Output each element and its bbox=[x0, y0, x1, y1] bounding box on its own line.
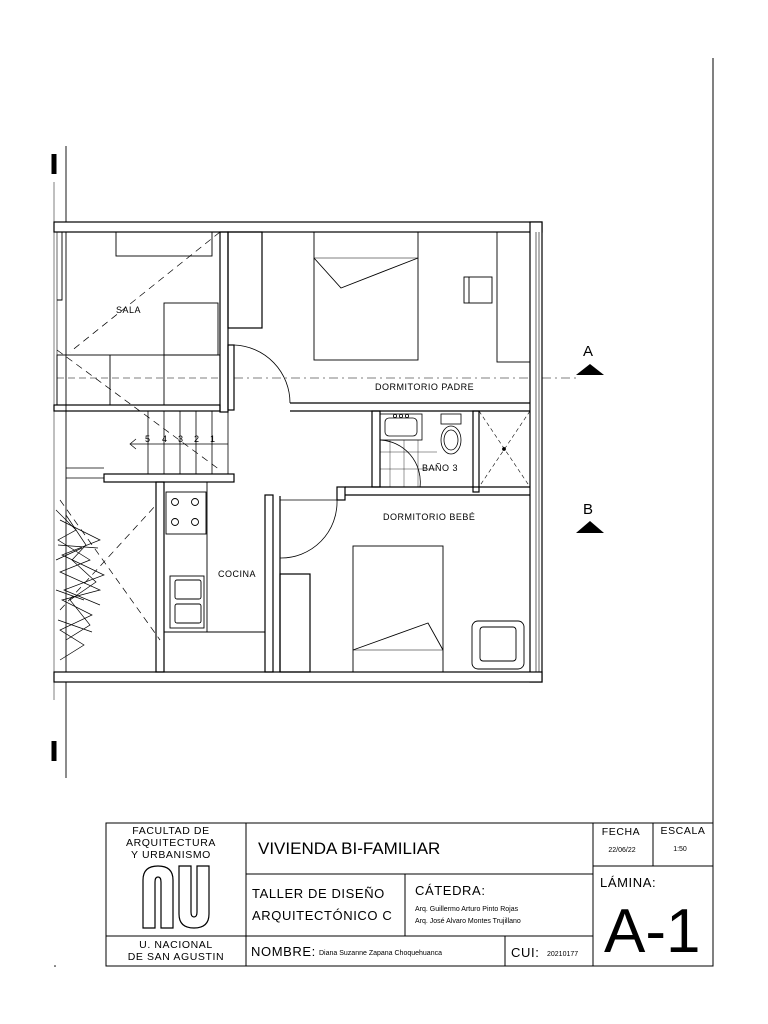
section-marker-b bbox=[576, 521, 604, 533]
cui-label: CUI: bbox=[511, 945, 540, 960]
doors bbox=[234, 345, 420, 558]
bano-fixtures bbox=[380, 411, 530, 487]
room-label-sala: SALA bbox=[116, 305, 142, 315]
section-marker-a bbox=[576, 364, 604, 375]
teacher-1: Arq. Guillermo Arturo Pinto Rojas bbox=[415, 906, 519, 913]
faculty-line-2: ARQUITECTURA bbox=[125, 837, 217, 849]
stair-step-1: 1 bbox=[210, 434, 216, 444]
faculty-line-3: Y URBANISMO bbox=[131, 849, 211, 861]
dormitorio-bebe-furniture bbox=[353, 546, 524, 672]
sheet-label: LÁMINA: bbox=[600, 875, 657, 890]
stair-step-5: 5 bbox=[145, 434, 151, 444]
university-line-1: U. NACIONAL bbox=[139, 939, 213, 951]
floor-plan bbox=[54, 222, 604, 682]
name-value: Diana Suzanne Zapana Choquehuanca bbox=[319, 950, 442, 957]
sheet-number: A-1 bbox=[604, 897, 701, 966]
stair-step-4: 4 bbox=[162, 434, 168, 444]
section-label-b: B bbox=[583, 501, 594, 518]
university-logo bbox=[143, 866, 209, 928]
scale-label: ESCALA bbox=[660, 825, 706, 837]
project-title: VIVIENDA BI-FAMILIAR bbox=[258, 839, 441, 858]
section-label-a: A bbox=[583, 343, 594, 360]
cui-value: 20210177 bbox=[547, 951, 579, 958]
staircase bbox=[66, 411, 228, 478]
room-label-dormitorio-bebe: DORMITORIO BEBÉ bbox=[383, 512, 476, 522]
stair-step-3: 3 bbox=[178, 434, 184, 444]
scale-value: 1:50 bbox=[673, 846, 687, 853]
sheet-corner-mark bbox=[54, 965, 56, 967]
course-line-2: ARQUITECTÓNICO C bbox=[252, 908, 393, 923]
name-label: NOMBRE: bbox=[251, 944, 316, 959]
university-line-2: DE SAN AGUSTIN bbox=[127, 951, 225, 963]
room-label-bano: BAÑO 3 bbox=[422, 463, 459, 473]
date-label: FECHA bbox=[601, 826, 641, 838]
tree-icon bbox=[56, 510, 104, 660]
dormitorio-padre-furniture bbox=[234, 232, 580, 378]
room-label-dormitorio-padre: DORMITORIO PADRE bbox=[375, 382, 475, 392]
room-label-cocina: COCINA bbox=[218, 569, 257, 579]
stair-step-2: 2 bbox=[194, 434, 200, 444]
catedra-label: CÁTEDRA: bbox=[415, 883, 486, 898]
course-line-1: TALLER DE DISEÑO bbox=[252, 886, 385, 901]
faculty-line-1: FACULTAD DE bbox=[132, 825, 210, 837]
break-marks bbox=[54, 146, 66, 778]
date-value: 22/06/22 bbox=[608, 847, 636, 854]
interior-walls bbox=[54, 232, 530, 672]
teacher-2: Arq. José Alvaro Montes Trujillano bbox=[415, 918, 521, 925]
